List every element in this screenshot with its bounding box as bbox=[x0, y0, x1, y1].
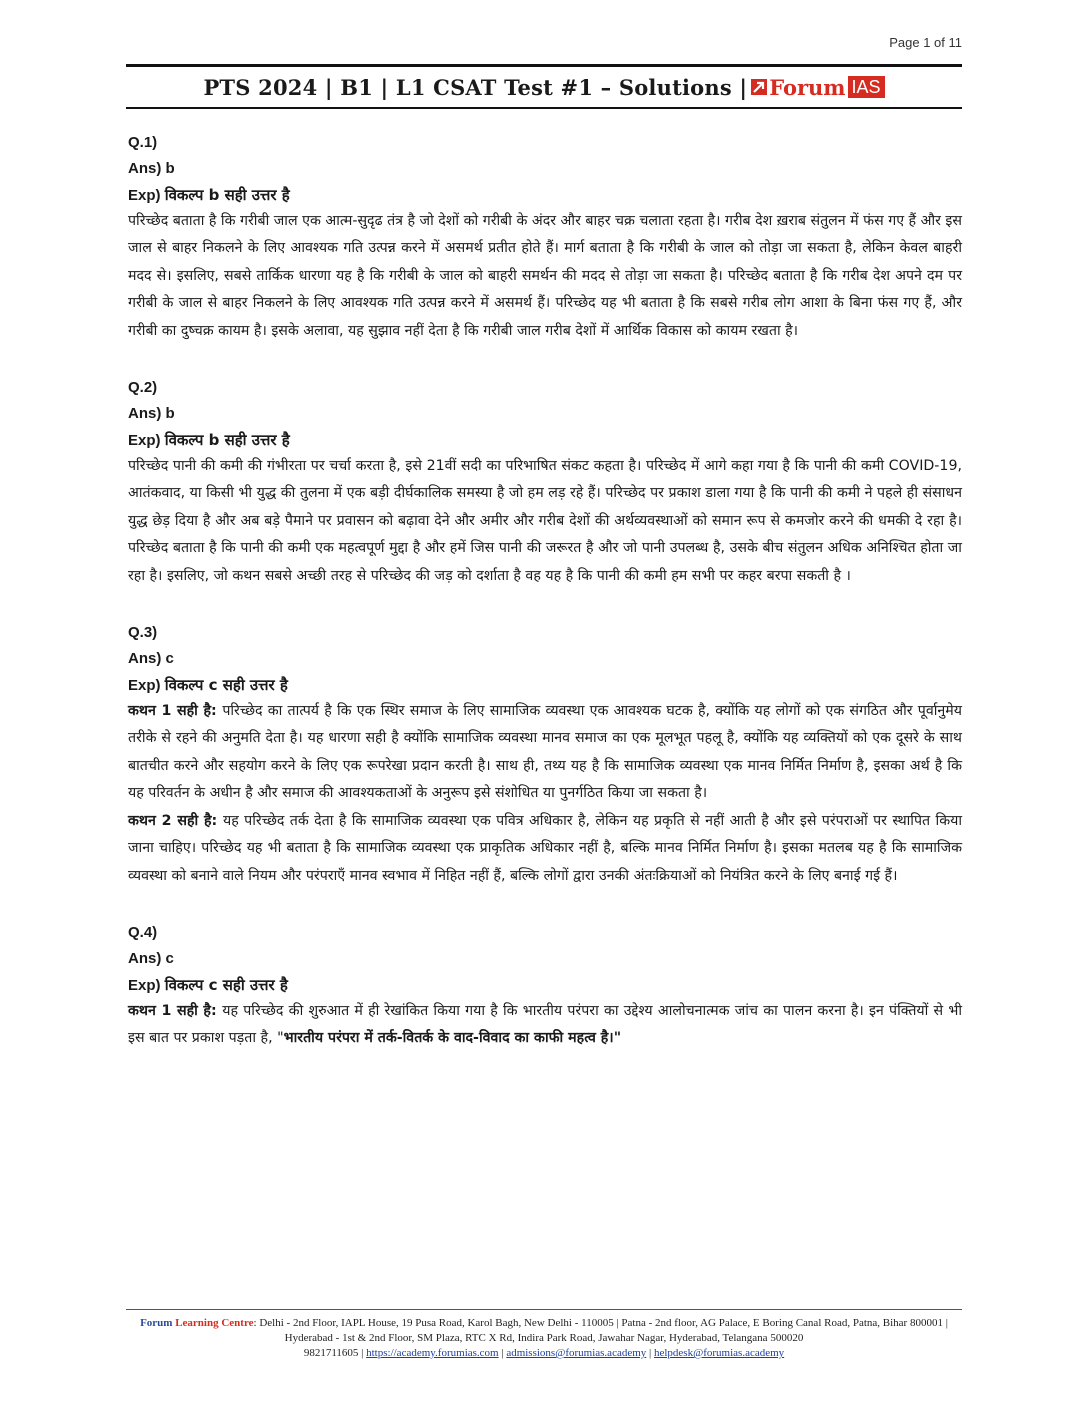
footer-addresses: : Delhi - 2nd Floor, IAPL House, 19 Pusa Road, Karol Bagh, New Delhi - 110005 | Patna - 2nd floor, AG Palace, E Boring Canal Road, Patna, Bihar 800001 | Hyderabad - 1st & 2nd Floor, SM Plaza, RTC X Rd, Indira Park Road, Jawahar Nagar, Hyderabad, Telangana 500020 bbox=[253, 1317, 948, 1344]
footer-academy-link[interactable]: https://academy.forumias.com bbox=[366, 1347, 499, 1359]
question-block bbox=[128, 375, 962, 590]
explanation-heading bbox=[128, 427, 962, 453]
footer-brand-forum: Forum bbox=[140, 1317, 173, 1329]
statement-text: यह परिच्छेद की शुरुआत में ही रेखांकित किया गया है कि भारतीय परंपरा का उद्देश्य आलोचनात्मक जांच का पालन करना है। इन पंक्तियों से भी इस बात पर प्रकाश पड़ता है, " bbox=[128, 1002, 962, 1047]
answer-line: Ans) c bbox=[128, 949, 174, 967]
question-number: Q.2) bbox=[128, 379, 158, 397]
footer-helpdesk-link[interactable]: helpdesk@forumias.academy bbox=[653, 1347, 785, 1359]
statement-label: कथन 1 सही है: bbox=[128, 1002, 223, 1019]
page-number: Page 1 of 11 bbox=[889, 35, 962, 50]
question-number: Q.4) bbox=[128, 923, 158, 941]
document-header bbox=[126, 64, 962, 109]
exp-label: Exp) bbox=[128, 976, 165, 994]
exp-text: विकल्प c सही उत्तर है bbox=[164, 676, 288, 695]
exp-text: विकल्प c सही उत्तर है bbox=[164, 975, 288, 994]
footer-phone: 9821711605 | bbox=[303, 1347, 367, 1359]
forumias-logo bbox=[751, 75, 884, 100]
answer-line: Ans) c bbox=[128, 650, 174, 668]
exp-text: विकल्प b सही उत्तर है bbox=[164, 431, 290, 450]
question-block bbox=[128, 920, 962, 1053]
explanation-paragraph: परिच्छेद बताता है कि गरीबी जाल एक आत्म-सुदृढ तंत्र है जो देशों को गरीबी के अंदर और बाहर चक्र चलाता रहता है। गरीब देश ख़राब संतुलन में फंस गए हैं और इस जाल से बाहर निकलने के लिए आवश्यक गति उत्पन्न करने में असमर्थ प्रतीत होते हैं। मार्ग बताता है कि गरीबी के जाल को तोड़ा जा सकता है, लेकिन केवल बाहरी मदद से। इसलिए, सबसे तार्किक धारणा यह है कि गरीबी के जाल को बाहरी समर्थन की मदद से तोड़ा जा सकता है। परिच्छेद बताता है कि गरीब देश अपने दम पर गरीबी के जाल से बाहर निकलने के लिए आवश्यक गति उत्पन्न करने में असमर्थ हैं। परिच्छेद यह भी बताता है कि सबसे गरीब लोग आशा के बिना फंस गए हैं, और गरीबी का दुष्चक्र कायम है। इसके अलावा, यह सुझाव नहीं देता है कि गरीबी जाल गरीब देशों में आर्थिक विकास को कायम रखता है। bbox=[128, 213, 962, 339]
logo-arrow-icon bbox=[751, 79, 767, 95]
logo-forum-text: Forum bbox=[769, 74, 846, 100]
statement-paragraph bbox=[128, 998, 962, 1053]
exp-text: विकल्प b सही उत्तर है bbox=[164, 186, 290, 204]
solutions-content bbox=[128, 130, 962, 1083]
question-block bbox=[128, 620, 962, 890]
footer-sep: | bbox=[646, 1347, 654, 1359]
logo-ias-text: IAS bbox=[848, 76, 885, 98]
answer-line: Ans) b bbox=[128, 160, 175, 177]
question-block bbox=[128, 130, 962, 345]
statement-label: कथन 2 सही है: bbox=[128, 812, 223, 829]
explanation-heading bbox=[128, 182, 962, 208]
exp-label: Exp) bbox=[128, 677, 165, 695]
quoted-text: भारतीय परंपरा में तर्क-वितर्क के वाद-विवाद का काफी महत्व है। bbox=[283, 1030, 614, 1047]
statement-paragraph bbox=[128, 698, 962, 808]
explanation-heading bbox=[128, 672, 962, 698]
statement-text: परिच्छेद का तात्पर्य है कि एक स्थिर समाज के लिए सामाजिक व्यवस्था एक आवश्यक घटक है, क्योंकि यह लोगों को एक संगठित और पूर्वानुमेय तरीके से रहने की अनुमति देता है। यह धारणा सही है क्योंकि सामाजिक व्यवस्था मानव समाज का एक मूलभूत पहलू है, क्योंकि यह व्यक्तियों को एक दूसरे के साथ बातचीत करने और सहयोग करने के लिए एक रूपरेखा प्रदान करती है। साथ ही, तथ्य यह है कि सामाजिक व्यवस्था एक मानव निर्मित निर्माण है, इसका अर्थ है कि यह परिवर्तन के अधीन है और समाज की आवश्यकताओं के अनुरूप इसे संशोधित या पुनर्गठित किया जा सकता है। bbox=[128, 703, 962, 802]
question-number: Q.3) bbox=[128, 624, 158, 642]
statement-text: यह परिच्छेद तर्क देता है कि सामाजिक व्यवस्था एक पवित्र अधिकार है, लेकिन यह प्रकृति से नहीं आती है और इसे परंपराओं पर स्थापित किया जाना चाहिए। परिच्छेद यह भी बताता है कि सामाजिक व्यवस्था एक प्राकृतिक अधिकार नहीं है, बल्कि मानव निर्मित निर्माण है। इसका मतलब यह है कि सामाजिक व्यवस्था को बनाने वाले नियम और परंपराएँ मानव स्वभाव में निहित नहीं हैं, बल्कि लोगों द्वारा उनकी अंतःक्रियाओं को नियंत्रित करने के लिए बनाई गई हैं। bbox=[128, 812, 962, 884]
answer-line: Ans) b bbox=[128, 405, 175, 423]
footer-admissions-link[interactable]: admissions@forumias.academy bbox=[506, 1347, 647, 1359]
explanation-heading bbox=[128, 972, 962, 998]
quote-close: " bbox=[613, 1030, 622, 1047]
exp-label: Exp) bbox=[128, 187, 165, 204]
question-number: Q.1) bbox=[128, 134, 158, 151]
statement-label: कथन 1 सही है: bbox=[128, 703, 223, 720]
statement-paragraph bbox=[128, 808, 962, 890]
footer-sep: | bbox=[498, 1347, 507, 1359]
document-title: PTS 2024 | B1 | L1 CSAT Test #1 – Solutions | bbox=[203, 74, 748, 100]
footer-brand-lc: Learning Centre bbox=[175, 1317, 254, 1329]
exp-label: Exp) bbox=[128, 432, 165, 450]
page-footer bbox=[126, 1309, 962, 1361]
explanation-paragraph: परिच्छेद पानी की कमी की गंभीरता पर चर्चा करता है, इसे 21वीं सदी का परिभाषित संकट कहता है। परिच्छेद में आगे कहा गया है कि पानी की कमी COVID-19, आतंकवाद, या किसी भी युद्ध की तुलना में एक बड़ी दीर्घकालिक समस्या है जो हम लड़ रहे हैं। परिच्छेद पर प्रकाश डाला गया है कि पानी की कमी ने पहले ही संसाधन युद्ध छेड़ दिया है और अब बड़े पैमाने पर प्रवासन को बढ़ावा देने और अमीर और गरीब देशों की अर्थव्यवस्थाओं को समान रूप से कमजोर करने की धमकी दे रहा है। परिच्छेद बताता है कि पानी की कमी एक महत्वपूर्ण मुद्दा है और हमें जिस पानी की जरूरत है और जो पानी उपलब्ध है, उसके बीच संतुलन अधिक अनिश्चित होता जा रहा है। इसलिए, जो कथन सबसे अच्छी तरह से परिच्छेद की जड़ को दर्शाता है वह यह है कि पानी की कमी हम सभी पर कहर बरपा सकती है । bbox=[128, 458, 962, 584]
